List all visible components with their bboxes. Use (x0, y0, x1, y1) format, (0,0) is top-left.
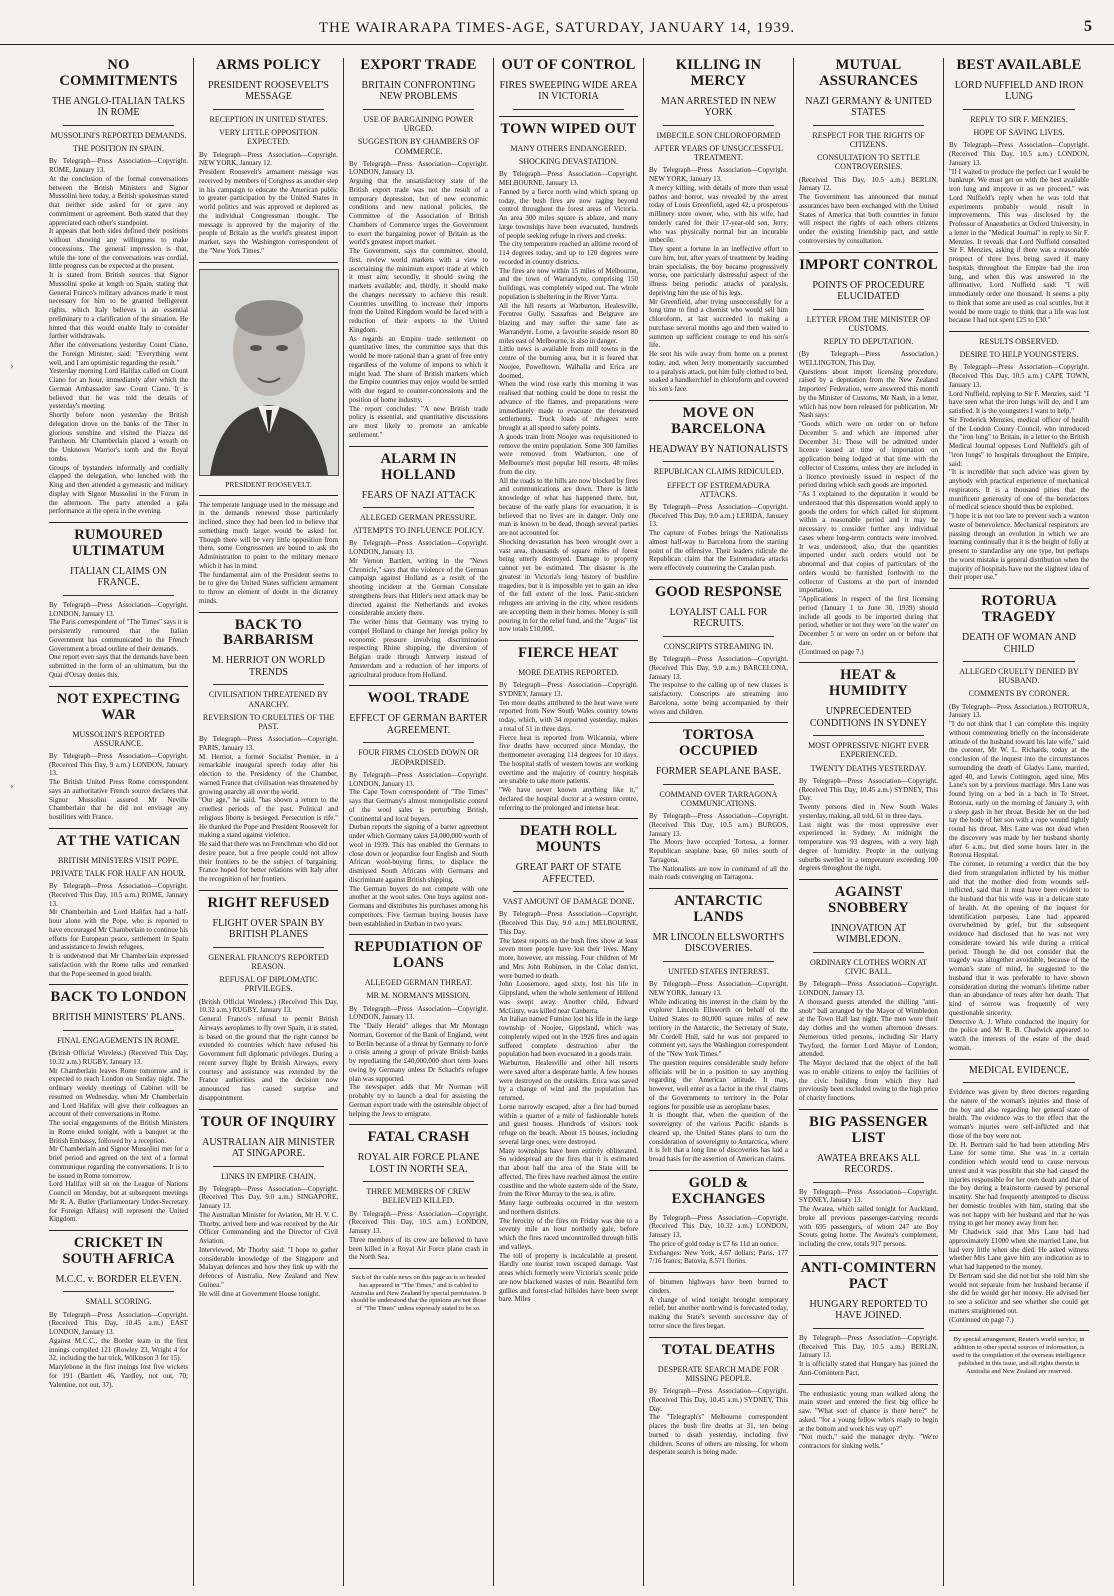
article (499, 818, 638, 1304)
column-rule (349, 685, 488, 686)
subheadline: POINTS OF PROCEDURE ELUCIDATED (812, 279, 925, 303)
deck-line: DESIRE TO HELP YOUNGSTERS. (959, 350, 1079, 360)
deck-line: VAST AMOUNT OF DAMAGE DONE. (502, 897, 635, 907)
deck-line: SHOCKING DEVASTATION. (518, 157, 619, 167)
column-rule (349, 1268, 488, 1269)
subheadline: PRESIDENT ROOSEVELT'S MESSAGE (208, 79, 329, 103)
headline: TOUR OF INQUIRY (200, 1113, 337, 1130)
column-rule (949, 1059, 1089, 1060)
subheadline: LOYALIST CALL FOR RECRUITS. (669, 606, 768, 630)
footnote: By special arrangement, Reuter's world service, in addition to other special sources of information, is used in the compilation of the overseas intelligence published in this issue, and all rights therein in Australia and New Zealand are reserved. (952, 1336, 1086, 1375)
deck-line: THE POSITION IN SPAIN. (73, 144, 164, 154)
divider (963, 109, 1075, 110)
headline: MOVE ON BARCELONA (671, 404, 766, 437)
deck-line: REFUSAL OF DIPLOMATIC PRIVILEGES. (219, 975, 318, 994)
column-rule (649, 1170, 788, 1171)
article-body: The enthusiastic young man walked along the main street and entered the first big office he saw. "What sort of chance is there here?" he asked. "for a young fellow who's ready to begin at the bottom and work his way up?" "Not much," said the manager dryly. "We're contractors for sinking wells." (799, 1389, 938, 1451)
column-rule (199, 495, 338, 496)
divider (663, 461, 774, 462)
article (649, 1170, 788, 1266)
column-rule (649, 888, 788, 889)
deck-line: MOST OPPRESSIVE NIGHT EVER EXPERIENCED. (808, 741, 929, 760)
article (199, 890, 338, 1103)
divider (213, 1166, 324, 1167)
article-body: By Telegraph—Press Association—Copyright. LONDON, January 13. Arguing that the unsatisfactory state of the British export trade was not the result of a temporary depression, but of new economic conditions and new national policies, the Committee of the Association of British Chambers of Commerce urges the Government to exert the bargaining power of Britain as the world's greatest import market. The Government, says the committee, should, first, review world markets with a view to ascertaining the minimum export trade at which it must aim; secondly, it should swing the markets available; and, thirdly, it should make the changes necessary to achieve this result. Countries unwilling to increase their imports from the United Kingdom would be faced with a reduction of their exports to the United Kingdom. As regards an Empire trade settlement on quantitative lines, the committee says that this would be more rational than a grant of free entry regardless of the volume of imports to which it might lead. The share of British markets which the Empire countries may enjoy would be settled with due regard to counter-concessions and the position of home industry. The report concludes: "A new British trade policy is essential, and quantitative discussions are most likely to promote an amicable settlement." (349, 159, 488, 439)
column-rule (499, 640, 638, 641)
divider (363, 1181, 474, 1182)
article-body: By Telegraph—Press Association—Copyright. LONDON, January 13. The Paris correspondent of "The Times" says it is persistently rumoured that the Italian Government has communicated to the French Government a broad outline of their demands. One report even says that the demands have been submitted in the form of an ultimatum, but the Quai d'Orsay denies this. (49, 600, 188, 679)
article (799, 1109, 938, 1249)
headline: AT THE VATICAN (56, 832, 181, 849)
article (949, 1059, 1089, 1325)
divider (363, 742, 474, 743)
deck-line: AFTER YEARS OF UNSUCCESSFUL TREATMENT. (654, 144, 783, 163)
subheadline: MAN ARRESTED IN NEW YORK (660, 95, 777, 119)
subheadline: UNPRECEDENTED CONDITIONS IN SYDNEY (809, 706, 928, 729)
column-rule (49, 522, 188, 523)
article-body: By Telegraph—Press Association—Copyright. (Received This Day, 10.45 a.m.) EAST LONDON, January 13. Against M.C.C., the Border team in the first innings compiled 121 (Rowley 23, Wright 4 for 32, including the hat trick, Wilkinson 3 for 15). Marylebone in the first innings lost five wickets for 191 (Bartlett 46, Yardley, not out, 70; Valentine, not out, 37). (49, 1310, 188, 1389)
subheadline: ITALIAN CLAIMS ON FRANCE. (70, 565, 167, 589)
article (349, 58, 488, 440)
headline: OUT OF CONTROL (501, 58, 636, 73)
headline: IMPORT CONTROL (799, 256, 938, 273)
column-rule (349, 1124, 488, 1125)
headline: RIGHT REFUSED (207, 894, 330, 911)
subheadline: INNOVATION AT WIMBLEDON. (830, 922, 907, 946)
article-body: (By Telegraph—Press Association.) WELLINGTON, This Day. Questions about import licensing procedure, raised by a deputation from the New Zealand Importers' Federation, were answered this month by the Minister of Customs, Mr Nash, in a letter, which has now been released for publication. Mr Nash says: "Goods which were on order on or before December 5 and which are imported after December 31: These will be admitted under licence issued at time of importation on application being lodged at that time with the collector of Customs, unless they are included in a licence previously issued in respect of the period during which such goods are imported. "As I explained to the deputation it would be understood that this dispensation would apply to goods the orders for which called for shipment within a reasonable period and it may be necessary to consider further any individual cases where long-term contracts were involved. It was understood, also, that the quantities imported under such orders would not be abnormal and that copies of particulars of the orders would be furnished forthwith to the collector of Customs at the port of intended importation. "Applications in respect of the first licensing period (January 1 to June 30, 1939) should include all goods to be imported during that period, whether or not they were 'on the water' on December 5 or were on order on or before that date. (Continued on page 7.) (799, 350, 938, 656)
column-rule (499, 818, 638, 819)
deck-line: IMBECILE SON CHLOROFORMED (656, 130, 781, 140)
column-rule (649, 1272, 788, 1273)
article-body: By Telegraph—Press Association—Copyright. (Received This Day, 9.0 a.m.) MELBOURNE, This Day. The latest reports on the bush fires show at least seven more people have lost their lives. Many more, however, are missing. Four children of Mr and Mrs John Robinson, in the Colac district, were burned to death. John Loosemore, aged sixty, lost his life in Gippsland, when the whole settlement of Hillend was swept away. Another child, Edward McGinty, was killed near Canberra. An Italian named Fumino lost his life in the large township of Noojee, Gippsland, which was completely wiped out in the 1926 fires and again suffered complete destruction after the population had been evacuated in a goods train. Warburton, Healesville and other hill resorts were saved after a desperate battle. A few houses were destroyed on the outskirts. Erica was saved by a change of wind and the population has returned. Lorne narrowly escaped, after a fire had burned within a quarter of a mile of fashionable hotels and guest houses. Hundreds of visitors took refuge on the beach. About 15 houses, including several large ones, were destroyed. Many townships have been entirely obliterated. So widespread are the fires that it is estimated that about half the area of the State will be affected. The fires have reached almost the entire coastline and the whole eastern side of the State, from the River Murray to the sea, is afire. Many large outbreaks occurred in the western and northern districts. The ferocity of the fires on Friday was due to a seventy mile an hour northerly gale, before which the fires raced unconntrolled through hills and valleys. The toll of property is incalculable at present. Hardly one tourist town escaped damage. Vast areas which formerly were Victoria's scenic pride are now blackened wastes of ruin. Beautiful fern gullies and forest-clad hillsides have been swept bare. Miles (499, 910, 638, 1304)
article-body: By Telegraph—Press Association—Copyright. NEW YORK, January 13. While indicating his interest in the claim by the explorer Lincoln Ellsworth on behalf of the United States to 80,000 square miles of new territory in the Antarctic, the Secretary of State, Mr Cordell Hull, said he was not prepared to comment yet, says the Washington correspondent of the "New York Times." The question requires considerable study before officials will be in a position to say anything regarding the American attitude. It may, however, well enter as a factor in the rival claims of the Governments to territory in the Polar regions for possible use as aeroplane bases. It is thought that, when the question of the sovereignty of the various Pacific islands is cleared up, the United States plans to turn the consideration of sovereignty to Antarctica, where it is felt that a long line of discoveries has laid a broad basis for the assertion of American claims. (649, 980, 788, 1164)
article-body: By Telegraph—Press Association—Copyright. (Received This Day, 9.0 a.m.) LERIDA, January 13. The capture of Forbes brings the Nationalists almost half-way to Barcelona from the starting point of the offensive. Their leaders ridicule the Republican claim that the Estremadura attacks were effectively countering the Catalan push. (649, 502, 788, 573)
article-body: By Telegraph—Press Association—Copyright. SYDNEY, January 13. The Awatea, which sailed tonight for Auckland, broke all previous passenger-carrying records with 695 passengers, of whom 247 are Boy Scouts going home. The Awatea's complement, including the crew, totals 917 persons. (799, 1187, 938, 1249)
article (649, 58, 788, 394)
column-1 (44, 58, 194, 1586)
column-rule (499, 116, 638, 117)
column-2 (194, 58, 344, 1586)
article-body: By Telegraph—Press Association—Copyright. (Received This Day, 10.45 a.m.) SYDNEY, This Day. The "Telegraph's" Melbourne correspondent places the bush fire deaths at 31, ten being burned to death yesterday, including five children. Scores of others are missing, for whom desperate search is being made. (649, 1387, 788, 1457)
deck-line: ATTEMPTS TO INFLUENCE POLICY. (352, 526, 485, 536)
subheadline: GREAT PART OF STATE AFFECTED. (515, 862, 622, 885)
deck-line: GENERAL FRANCO'S REPORTED REASON. (208, 952, 329, 971)
column-rule (649, 722, 788, 723)
column-3 (344, 58, 494, 1586)
deck-line: COMMENTS BY CORONER. (968, 689, 1070, 699)
article-body: By Telegraph—Press Association—Copyright. (Received This Day, 10.5 a.m.) LONDON, January 13. "If I waited to produce the perfect car I would be bankrupt. We must get on with the best available iron lung and improve it as we proceed," was Lord Nuffield's reply when he was told that experiments probably would result in improvements. This was disclosed by the Professor of Anaesthetics at Oxford University, in a letter in the "Medical Journal" in reply to Sir F. Menzies. It reveals that Lord Nuffield consulted Sir F. Menzies, asking if there was a reasonable prospect of three lives being saved if many hospitals throughout the Empire had the iron lung, and when this was answered in the affirmative, Lord Nuffield said: "I will immediately order one thousand. It seems a pity to think that some are used as coal scuttles, but it would be more tragic to think that a life was lost because I had not spent £25 to £30." (949, 141, 1089, 325)
headline: DEATH ROLL MOUNTS (519, 823, 618, 856)
headline: MUTUAL ASSURANCES (819, 58, 918, 89)
subheadline: DEATH OF WOMAN AND CHILD (962, 632, 1076, 655)
deck-line: CIVILISATION THREATENED BY ANARCHY. (208, 690, 329, 709)
subheadline: MR LINCOLN ELLSWORTH'S DISCOVERIES. (652, 931, 785, 955)
deck-line: SMALL SCORING. (85, 1297, 152, 1307)
column-rule (199, 612, 338, 613)
subheadline: FORMER SEAPLANE BASE. (655, 766, 782, 778)
newspaper-title: THE WAIRARAPA TIMES-AGE, SATURDAY, JANUARY 14, 1939. (318, 20, 796, 36)
column-rule (649, 400, 788, 401)
article (649, 400, 788, 573)
divider (963, 1082, 1075, 1083)
headline: BIG PASSENGER LIST (809, 1113, 928, 1146)
headline: ROTORUA TRAGEDY (981, 593, 1057, 626)
article (49, 984, 188, 1224)
article (349, 934, 488, 1118)
divider (363, 507, 474, 508)
article-body: By Telegraph—Press Association—Copyright. NEW YORK, January 12. President Roosevelt's armament message was received by members of Congress as another step in his campaign to educate the American public to greater participation by the United States in world politics and was approved or deplored as the individual Congressman thought. The message is approved by the majority of the people of Britain as the world's greatest import market, says the Washington correspondent of the "New York Times." (199, 150, 338, 255)
article (349, 685, 488, 928)
column-rule (49, 828, 188, 829)
deck-line: EFFECT OF ESTREMADURA ATTACKS. (667, 480, 770, 499)
article-body: By Telegraph—Press Association—Copyright. (Received This Day, 9 a.m.) LONDON, January 13. The British United Press Rome correspondent says an authoritative French source declares that Signor Mussolini assured Mr Neville Chamberlain that he did not envisage any hostilities with France. (49, 751, 188, 822)
portrait-photo (199, 269, 339, 476)
divider (663, 961, 774, 962)
divider (213, 109, 324, 110)
article-body: By Telegraph—Press Association—Copyright. (Received This Day, 10.5 a.m.) BERLIN, January 13. It is officially stated that Hungary has joined the Anti-Comintern Pact. (799, 1333, 938, 1377)
column-rule (649, 1337, 788, 1338)
column-5 (644, 58, 794, 1586)
subheadline: LORD NUFFIELD AND IRON LUNG (954, 79, 1084, 103)
divider (663, 784, 774, 785)
article (199, 58, 338, 256)
column-rule (799, 879, 938, 880)
deck-line: FINAL ENGAGEMENTS IN ROME. (57, 1035, 180, 1045)
article-body: By Telegraph—Press Association—Copyright. (Received This Day, 10.5 a.m.) BURGOS, January 13. The Moors have occupied Tortosa, a former Republican seaplane base, 60 miles south of Tarragona. The Nationalists are now in command of all the main roads converging on Tarragona. (649, 812, 788, 882)
divider (63, 595, 174, 596)
deck-line: REVERSION TO CRUELTIES OF THE PAST. (202, 712, 335, 731)
deck-line: REPUBLICAN CLAIMS RIDICULED. (653, 467, 784, 477)
headline: EXPORT TRADE (360, 58, 477, 73)
article-body: By Telegraph—Press Association—Copyright. LONDON, January 13. A thousand guests attended the shilling "anti-snob" ball arranged by the Mayor of Wimbledon at the Town Hall last night. The men wore their day clothes and the women afternoon dresses. Numerous titled persons, including Sir Harry Twyford, the former Lord Mayor of London, attended. The Mayor declared that the object of the ball was to enable citizens to enjoy the facilities of the civic building from which they had previously been excluded owing to the high price of charity functions. (799, 980, 938, 1103)
deck-line: UNITED STATES INTEREST. (668, 966, 769, 976)
headline: WOOL TRADE (367, 690, 470, 707)
article (499, 58, 638, 110)
headline: BEST AVAILABLE (956, 58, 1082, 73)
headline: GOOD RESPONSE (654, 583, 783, 600)
column-rule (49, 686, 188, 687)
subheadline: EFFECT OF GERMAN BARTER AGREEMENT. (349, 713, 488, 736)
deck-line: THREE MEMBERS OF CREW BELIEVED KILLED. (366, 1187, 471, 1206)
article (949, 1330, 1089, 1375)
article (49, 1230, 188, 1389)
photo-caption: PRESIDENT ROOSEVELT. (225, 479, 312, 489)
deck-line: ORDINARY CLOTHES WORN AT CIVIC BALL. (809, 957, 928, 977)
deck-line: MUSSOLINI'S REPORTED DEMANDS. (50, 130, 187, 140)
headline: KILLING IN MERCY (675, 58, 762, 89)
deck-line: PRIVATE TALK FOR HALF AN HOUR. (51, 869, 186, 878)
article (49, 58, 188, 516)
column-rule (949, 588, 1089, 589)
column-rule (949, 331, 1089, 332)
headline: BACK TO LONDON (50, 989, 187, 1006)
article-body: By Telegraph—Press Association—Copyright. LONDON, January 13. The "Daily Herald" alleges that Mr Montagu Norman, Governor of the Bank of England, went to Berlin because of a threat by Germany to force a crisis among a group of private British banks by repudiating the £40,000,000 short term loans owing by Germany unless Dr Schacht's refugee plan was supported. The newspaper adds that Mr Norman will probably try to launch a deal for assisting the German export trade with the ostensible object of helping the Jews to emigrate. (349, 1004, 488, 1118)
column-rule (799, 1384, 938, 1385)
article-body: By Telegraph—Press Association—Copyright. SYDNEY, January 13. Ten more deaths attributed to the heat wave were reported from New South Wales country towns today, which, with 34 reported yesterday, makes a total of 51 in three days. Fierce heat is reported from Wilcannia, where five deaths have occurred since Monday, the thermometer averaging 114 degrees for 10 days. The hospital staffs of western towns are working overtime and the majority of country hospitals are unable to take more patients. "We have never known anything like it," declared the hospital doctor at a western centre, referring to the prolonged and intense heat. (499, 681, 638, 812)
divider (513, 109, 624, 110)
article-body: By Telegraph—Press Association—Copyright. LONDON, January 13. The Cape Town correspondent of "The Times" says that Germany's almost monopolistic control of the wool sales is perturbing British, Continental and local buyers. Durban reports the signing of a barter agreement under which Germany takes £4,000,000 worth of wool in 1939. This has enabled the Germans to close down or jeopardise four English and South African wool-buying firms, to displace the dismissed South Africans with Germans and discriminate against British shipping. The German buyers do not compete with one another at the wool sales. One buys against non-Germans and distributes his purchases among his competitors. Five German buying houses have been established in Durban in two years. (349, 770, 488, 928)
article-body: By Telegraph—Press Association—Copyright. (Received This Day, 9.0 a.m.) BARCELONA, January 13. The response to the calling up of new classes is satisfactory. Conscripts are streaming into Barcelona, some being accompanied by their wives and children. (649, 655, 788, 716)
article (349, 1124, 488, 1262)
article (949, 58, 1089, 325)
deck-line: RESPECT FOR THE RIGHTS OF CITIZENS. (812, 130, 925, 150)
article-body: By Telegraph—Press Association—Copyright. (Received This Day, 10.5 a.m.) ROME, January 13. Mr Chamberlain and Lord Halifax had a half-hour alone with the Pope, who is reported to have encouraged Mr Chamberlain to continue his efforts for European peace, settlement in Spain and assistance to Jewish refugees. It is understood that Mr Chamberlain expressed satisfaction with the Rome talks and remarked that the Pope seemed in good health. (49, 882, 188, 978)
deck-line: MORE DEATHS REPORTED. (518, 667, 619, 677)
article-body: Evidence was given by three doctors regarding the nature of the woman's injuries and those of the boy and also regarding her general state of health. The evidence was to the effect that the woman's injuries were self-inflicted and that those of the boy were not. Dr. H. Bertram said he had been attending Mrs Lane for some time. She was in a certain condition which would tend to cause nervous unrest and it was possible that she had caused the injuries responsible for her own death and that of the boy during a brainstorm caused by personal insanity. She had frequently attempted to discuss her domestic troubles with him, stating that she was not happy with her husband and that he was trying to get her money away from her. Mr Chadwick said that Mrs Lane had had approximately £1000 when she married Lane, but had very little when she died. He asked witness whether Mrs Lane gave him any indication as to what had happened to the money. Dr Bertram said she did not but she told him she would not separate from her husband because if she did he would get her money. He advised her to see a solicitor and see whether she could get matters straightened out. (Continued on page 7.) (949, 1088, 1089, 1324)
article-body: By Telegraph—Press Association—Copyright. (Received This Day, 10.5 a.m.) CAPE TOWN, January 13. Lord Nuffield, replying to Sir F. Menzies, said: "I have seen what the iron lungs will do, and I am satisfied. It is the youngsters I want to help." Sir Frederick Menzies, medical officer of health of the London County Council, who introduced the "iron lung" to Britain, in a letter to the British Medical Journal opposes Lord Nuffield's gift of "iron lungs" to hospitals throughout the Empire, said: "It is incredible that such advice was given by anybody with practical experience of mechanical respirators. It is a thousand pities that the munificent generosity of one of the benefactors of medical science should thus be exploited. "I hope it is not too late to prevent such a wanton waste of benevolence. Mechanical respirators are passing through an evolution in which we are learning continually that it is the height of folly at present to standardise any one type, but perhaps the worst mistake is general distribution when the majority of hospitals have not the slightest idea of their proper use." (949, 363, 1089, 582)
masthead (0, 0, 1114, 45)
column-rule (799, 1109, 938, 1110)
article (49, 522, 188, 680)
headline: HEAT & HUMIDITY (829, 667, 908, 700)
column-rule (949, 1330, 1089, 1331)
headline: ARMS POLICY (216, 58, 321, 73)
column-rule (49, 1230, 188, 1231)
headline: CRICKET IN SOUTH AFRICA (62, 1235, 175, 1267)
article (649, 888, 788, 1164)
headline: ALARM IN HOLLAND (380, 450, 457, 483)
divider (963, 661, 1075, 662)
column-rule (199, 1109, 338, 1110)
subheadline: BRITAIN CONFRONTING NEW PROBLEMS (361, 79, 476, 103)
deck-line: CONSULTATION TO SETTLE CONTROVERSIES. (817, 153, 920, 172)
headline: TORTOSA OCCUPIED (679, 727, 758, 760)
column-rule (649, 579, 788, 580)
headline: GOLD & EXCHANGES (671, 1174, 766, 1207)
article (199, 495, 338, 606)
subheadline: M. HERRIOT ON WORLD TRENDS (212, 655, 325, 678)
subheadline: NAZI GERMANY & UNITED STATES (805, 95, 932, 119)
subheadline: THE ANGLO-ITALIAN TALKS IN ROME (51, 95, 186, 119)
article-body: By Telegraph—Press Association—Copyright. MELBOURNE, January 13. Fanned by a fierce north wind which sprang up today, the bush fires are now raging beyond control throughout the forest areas of Victoria. An area 300 miles square is ablaze, and many large townships have been evacuated, hundreds of people seeking refuge in rivers and creeks. The city temperature reached an alltime record of 114 degrees today, and up to 120 degrees were recorded in country districts. The fires are now within 15 miles of Melbourne, and the town of Warrandyte, comprising 150 buildings, was completely wiped out. The whole population is sheltering in the River Yarra. All the hill resorts at Warburton, Healesville, Ferntree Gully, Sassafras and Belgrave are blazing and may suffer the same fate as Warrandyte. Lorne, a favourite seaside resort 80 miles east of Melbourne, is also in danger. Little news is available from mill towns in the centre of the burning area, but it is feared that Noojee, Powelltown, Walhalla and Erica are doomed. When the wind rose early this morning it was realised that nothing could be done to resist the advance of the flames, and preparations were immediately made to evacuate the threatened settlements. Truck loads of refugees were brought at all speed to safety points. A goods train from Noojee was requisitioned to remove the entire population. Some 300 families were removed from Warburton, one of Melbourne's most popular hill resorts, 48 miles from the city. All the roads to the hills are now blocked by fires and communications are down. There is little knowledge of what has happened there, but, because of the early plans for evacuation, it is believed that no lives are in danger. Only one man is known to be dead, though several parties are not accounted for. Shocking devastation has been wrought over a vast area, thousands of square miles of forest being utterly destroyed. Damage to property cannot yet be estimated. The disaster is the greatest in Victoria's long history of bushfire tragedies, but it is impossible yet to gain an idea of the full extent of the loss. Panic-stricken refugees are arriving in the city, where residents are accepting them in their homes. Money is still pouring in for the relief fund, and the "Argus" list now totals £10,000. (499, 170, 638, 634)
deck-line: SUGGESTION BY CHAMBERS OF COMMERCE. (357, 137, 480, 156)
headline: ANTI-COMINTERN PACT (800, 1259, 937, 1292)
divider (213, 684, 324, 685)
article-body: By Telegraph—Press Association—Copyright. (Received This Day, 10.45 a.m.) SYDNEY, This Day. Twenty persons died in New South Wales yesterday, making, all told, 61 in three days. Last night was the most oppressive ever experienced in Sydney. At midnight the temperature was 93 degrees, with a very high degree of humidity. People in the outlying suburbs swelled in a temperature exceeding 100 degrees throughout the night. (799, 776, 938, 873)
divider (213, 947, 324, 948)
page-number: 5 (1084, 18, 1092, 35)
article (49, 828, 188, 979)
subheadline: BRITISH MINISTERS' PLANS. (52, 1012, 185, 1024)
deck-line: DESPERATE SEARCH MADE FOR MISSING PEOPLE. (657, 1364, 780, 1383)
divider (813, 309, 924, 310)
divider (63, 1030, 174, 1031)
column-rule (199, 890, 338, 891)
article-body: By Telegraph—Press Association—Copyright. PARIS, January 13. M. Herriot, a former Socialist Premier, in a remarkable inaugural speech today after his election to the Presidency of the Chamber, warned France that civilisation was threatened by growing anarchy all over the world. "Our age," he said, "has shown a return to the cruellest periods of the past. Political and religious liberty is besieged. Persecution is rife." He thanked the Pope and President Roosevelt for making a stand against violence. He said that there was no Frenchman who did not desire peace, but a free people could not allow their frontiers to be the subject of bargaining. France hoped for better relations with Italy after the recognition of her frontiers. (199, 735, 338, 884)
column-6 (794, 58, 944, 1586)
article (499, 640, 638, 812)
deck-line: TWENTY DEATHS YESTERDAY. (810, 763, 927, 773)
headline: NOT EXPECTING WAR (56, 690, 181, 723)
deck-line: USE OF BARGAINING POWER URGED. (363, 114, 474, 134)
article-body: The temperate language used in the message and in the demands renewed those particularly inclined, since they had been led to believe that something much larger would be asked for. Though there will be very little opposition from them, some Congressmen are bound to ask the Administration to point to the military menace which it has in mind. The fundamental aim of the President seems to be to give the United States sufficient armament to throw an element of doubt in the dictatory minds. (199, 500, 338, 605)
deck-line: LINKS IN EMPIRE CHAIN. (221, 1171, 316, 1181)
column-rule (49, 984, 188, 985)
deck-line: VERY LITTLE OPPOSITION EXPECTED. (219, 128, 318, 147)
headline: NO COMMITMENTS (59, 58, 178, 89)
headline: BACK TO BARBARISM (223, 616, 314, 649)
column-rule (799, 252, 938, 253)
subheadline: FLIGHT OVER SPAIN BY BRITISH PLANES (212, 917, 325, 941)
column-rule (799, 662, 938, 663)
divider (813, 125, 924, 126)
article (949, 588, 1089, 1052)
column-rule (799, 1255, 938, 1256)
article (799, 58, 938, 246)
headline: FIERCE HEAT (518, 645, 619, 661)
deck-line: ALLEGED CRUELTY DENIED BY HUSBAND. (959, 667, 1079, 686)
deck-line: HOPE OF SAVING LIVES. (973, 128, 1065, 138)
divider (63, 125, 174, 126)
divider (663, 636, 774, 637)
deck-line: RECEPTION IN UNITED STATES. (209, 114, 328, 124)
headline: FATAL CRASH (367, 1129, 470, 1146)
deck-line: LETTER FROM THE MINISTER OF CUSTOMS. (806, 314, 931, 333)
article (799, 252, 938, 657)
article (649, 579, 788, 716)
article (49, 686, 188, 822)
divider (513, 891, 624, 892)
deck-line: ALLEGED GERMAN THREAT. (364, 978, 473, 988)
article (649, 722, 788, 882)
subheadline: AUSTRALIAN AIR MINISTER AT SINGAPORE. (202, 1136, 335, 1159)
column-7 (944, 58, 1094, 1586)
portrait-illustration (200, 270, 338, 475)
article (199, 1109, 338, 1299)
divider (813, 735, 924, 736)
article-body: By Telegraph—Press Association—Copyright. (Received This Day, 10.32 a.m.) LONDON, January 13. The price of gold today is £7 6s 11d an ounce. Exchanges: New York, 4.67 dollars; Paris, 177 7/16 francs; Batovia, 8.571 florins. (649, 1213, 788, 1266)
article (349, 446, 488, 680)
footnote: Such of the cable news on this page as is so headed has appeared in "The Times," and is cabled to Australia and New Zealand by special permission. It should be understood that the opinions are not those of "The Times" unless expressly stated to be so. (350, 1274, 487, 1313)
article (799, 879, 938, 1103)
divider (813, 952, 924, 953)
article-body: By Telegraph—Press Association—Copyright. (Received This Day, 10.5 a.m.) LONDON, January 13. Three members of its crew are believed to have been killed in a Royal Air Force plane crash in the North Sea. (349, 1209, 488, 1262)
deck-line: ALLEGED GERMAN PRESSURE. (359, 513, 478, 523)
headline: TOTAL DEATHS (661, 1341, 776, 1358)
article-body: (British Official Wireless.) (Received This Day, 10.32 a.m.) RUGBY, January 13. Mr Chamberlain leaves Rome tomorrow and is expected to reach London on Sunday night. The ordinary weekly meetings of Cabinet will be resumed on Wednesday, when Mr Chamberlain and Lord Halifax will give their colleagues an account of their conversations in Rome. The social engagements of the British Ministers in Rome ended tonight, with a banquet at the British Embassy, followed by a reception. Mr Chamberlain and Signor Mussolini met for a brief period and agreed on the text of a formal communique regarding the conversations. It is to be issued in Rome tomorrow. Lord Halifax will sit on the League of Nations Council on Monday, but at subsequent meetings Mr R. A. Butler (Parliamentary Under-Secretary for Foreign Affairs) will represent the United Kingdom. (49, 1049, 188, 1224)
divider (363, 109, 474, 110)
article-body: By Telegraph—Press Association—Copyright. ROME, January 13. At the conclusion of the formal conversations between the British Ministers and Signor Mussolini here today, a British spokesman stated that neither side asked for or gave any commitment or agreement. Both stated that they appreciated each other's standpoint. It appears that both sides defined their positions without showing any willingness to make concessions. The general impression is that, while the tone of the conversations was cordial, little progress can be expected at the present. It is stated from British sources that Signor Mussolini spoke at length on Spain, stating that General Franco's military advances made it most necessary for him to be granted belligerent rights, which Italy believes is an essential preliminary to a clarification of the situation. He hinted that this would enable Italy to consider further withdrawals. After the conversations yesterday Count Ciano, the Foreign Minister, said: "Everything went well, and I am optimistic regarding the result." Yesterday morning Lord Halifax called on Count Ciano for an hour, immediately after which the German Ambassador saw Count Ciano. It is believed that he was told the details of yesterday's meeting. Shortly before noon yesterday the British delegation drove on the banks of the Tiber in glorious sunshine and visited the Piazza del Pantheon. Mr Chamberlain placed a wreath on the Unknown Warrior's tomb and the Royal tombs. Groups of bystanders informally and cordially clapped the delegation, who lunched with the King and then attended a gymnastic and military display with Signor Mussolini in the Forum in the afternoon. The party attended a gala performance at the opera in the evening. (49, 157, 188, 516)
headline: AGAINST SNOBBERY (828, 884, 909, 916)
divider (813, 1328, 924, 1329)
article-body: (British Official Wireless.) (Received This Day, 10.32 a.m.) RUGBY, January 13. General Franco's refusal to permit British Airways aeroplanes to fly over Spain, it is stated, is based on the ground that the right cannot be extended to countries which have refused his Government full diplomatic privileges. During a recent survey flight by British Airways, every courtesy and assistance was extended by the France authorities and the decision now announced has caused surprise and disappointment. (199, 997, 338, 1102)
article (799, 1384, 938, 1451)
article (199, 612, 338, 884)
divider (813, 1182, 924, 1183)
deck-line: RESULTS OBSERVED. (979, 337, 1059, 347)
article (949, 331, 1089, 582)
page-edge-marks: › › (10, 360, 14, 792)
subheadline: FIRES SWEEPING WIDE AREA IN VICTORIA (499, 79, 638, 103)
article-body: of bitumen highways have been burned to cinders. A change of wind tonight brought temporary relief, but another north wind is forecasted today, making the State's seventh successive day of terror since the fires began. (649, 1278, 788, 1330)
headline: REPUDIATION OF LOANS (354, 939, 483, 972)
column-rule (349, 446, 488, 447)
headline: RUMOURED ULTIMATUM (72, 527, 165, 559)
deck-line: CONSCRIPTS STREAMING IN. (663, 641, 774, 651)
deck-line: MR M. NORMAN'S MISSION. (366, 991, 471, 1001)
subheadline: FEARS OF NAZI ATTACK (361, 489, 476, 501)
article (649, 1272, 788, 1331)
article (349, 1268, 488, 1313)
deck-line: BRITISH MINISTERS VISIT POPE. (57, 855, 180, 865)
subheadline: AWATEA BREAKS ALL RECORDS. (816, 1152, 921, 1176)
deck-line: COMMAND OVER TARRAGONA COMMUNICATIONS. (659, 789, 778, 808)
article-body: (Received This Day, 10.5 a.m.) BERLIN, January 12. The Government has announced that mutual assurances have been exchanged with the United States of America that both countries in future will respect the rights of each others citizens under the existing friendship pact, and settle controversies by consultation. (799, 175, 938, 245)
newspaper-columns (44, 58, 1096, 1586)
headline: TOWN WIPED OUT (500, 120, 637, 137)
column-rule (349, 934, 488, 935)
deck-line: REPLY TO DEPUTATION. (823, 336, 914, 346)
deck-line: FOUR FIRMS CLOSED DOWN OR JEOPARDISED. (358, 748, 479, 767)
article (799, 1255, 938, 1378)
divider (63, 1291, 174, 1292)
article-body: By Telegraph—Press Association—Copyright. LONDON, January 13. Mr Vernon Bartlett, writing in the "News Chronicle," says that the violence of the German campaign against Holland as a result of the shooting incident at the German Consulate strengthens fears that Hitler's next attack may be directed against the Netherlands and evokes considerable anxiety there. The writer hints that Germany was trying to compel Holland to change her foreign policy by economic pressure involving discrimination respecting Rhine shipping, the diversion of Belgian trade through Antwerp instead of Amsterdam and a reduction of her imports of agricultural produce from Holland. (349, 539, 488, 679)
subheadline: ROYAL AIR FORCE PLANE LOST IN NORTH SEA. (357, 1152, 480, 1175)
column-rule (199, 262, 338, 263)
headline: ANTARCTIC LANDS (674, 893, 763, 925)
article-body: By Telegraph—Press Association—Copyright. NEW YORK, January 13. A mercy killing, with details of more than usual pathos and horror, was revealed by the arrest today of Louis Greenfield, aged 42, a prosperous millinery store owner, who, with his wife, had tenderly cared for their 17-year-old son, Jerry, who was physically normal but an incurable imbecile. They spent a fortune in an ineffective effort to cure him, but, after years of treatment by leading brain specialists, the boy became progressively worse, one particularly distressful aspect of the illness being periodic attacks of paralysis, depriving him the use of his legs. Mr Greenfield, after trying unsuccessfully for a long time to find a chemist who would sell him chloroform, at last succeeded in making a purchase several months ago and then waited to summon up sufficient courage to end his son's life. He sent his wife away from home on a pretext today, and, when Jerry momentarily succumbed to a paralysis attack, put him fully clothed to bed, soaked a handkerchief in chloroform and covered his son's face. (649, 166, 788, 394)
article (499, 116, 638, 634)
article-body: By Telegraph—Press Association—Copyright. (Received This Day, 9.0 a.m.) SINGAPORE, January 13. The Australian Minister for Aviation, Mr H. V. C. Thorby, arrived here and was received by the Air Officer Commanding and the Director of Civil Aviation. Interviewed, Mr Thorby said: "I hope to gather considerable knowledge of the Singapore and Malayan defences and how they link up with the defences of Australia, New Zealand and New Guinea." He will dine at Government House tonight. (199, 1184, 338, 1298)
column-4 (494, 58, 644, 1586)
article-body: (By Telegraph—Press Association.) ROTORUA, January 13. "I do not think that I can complete this inquiry without commenting briefly on the inconsiderate attitude of the husband toward his late wife," said the coroner, Mr W. L. Richards, today at the conclusion of the inquest into the circumstances surrounding the death of Gladys Lane, married, aged 40, and Lewis Cottington, aged nine, Mrs Lane's son by a previous marriage. Mrs Lane was found lying on a bed in a bach in Te Street, Rotorua, early on the morning of January 3, with a sleep gash in her throat. Beside her on the bed lay the body of her son with a rope wound tightly round his throat. Mrs Lane was not dead when the discovery was made by her husband shortly after 6 a.m., but died some hours later in the Rotorua Hospital. The coroner, in returning a verdict that the boy died from strangulation inflicted by his mother and that the mother died from wounds self-inflicted, said that it must have been evident to the husband that his wife was in a delicate state of health. At the opening of the inquest for identification purposes, Lane had appeared overwhelmed by grief, but the subsequent evidence had disclosed that he was not very considerate toward his wife during a critical period. Though he did not consider that the tragedy was altogether avoidable, because of the woman's state of mind, he suggested to the husband that it was preferable to have shown consideration during the woman's lifetime rather than an abundance of tears after her death. That kind of sorrow was frequently of very questionable sincerity. Detective A. J. White conducted the inquiry for the police and Mr R. B. Chadwick appeared to watch the interests of the estate of the dead woman. (949, 702, 1089, 1052)
article (799, 662, 938, 873)
deck-line: MANY OTHERS ENDANGERED. (510, 143, 627, 153)
article (649, 1337, 788, 1457)
subheadline: M.C.C. v. BORDER ELEVEN. (55, 1273, 182, 1285)
subheadline: HEADWAY BY NATIONALISTS (649, 443, 788, 455)
subheadline: MEDICAL EVIDENCE. (968, 1064, 1070, 1076)
article (199, 262, 338, 489)
divider (663, 125, 774, 126)
subheadline: HUNGARY REPORTED TO HAVE JOINED. (809, 1298, 928, 1322)
deck-line: REPLY TO SIR F. MENZIES. (970, 114, 1068, 124)
deck-line: MUSSOLINI'S REPORTED ASSURANCE. (72, 729, 165, 748)
